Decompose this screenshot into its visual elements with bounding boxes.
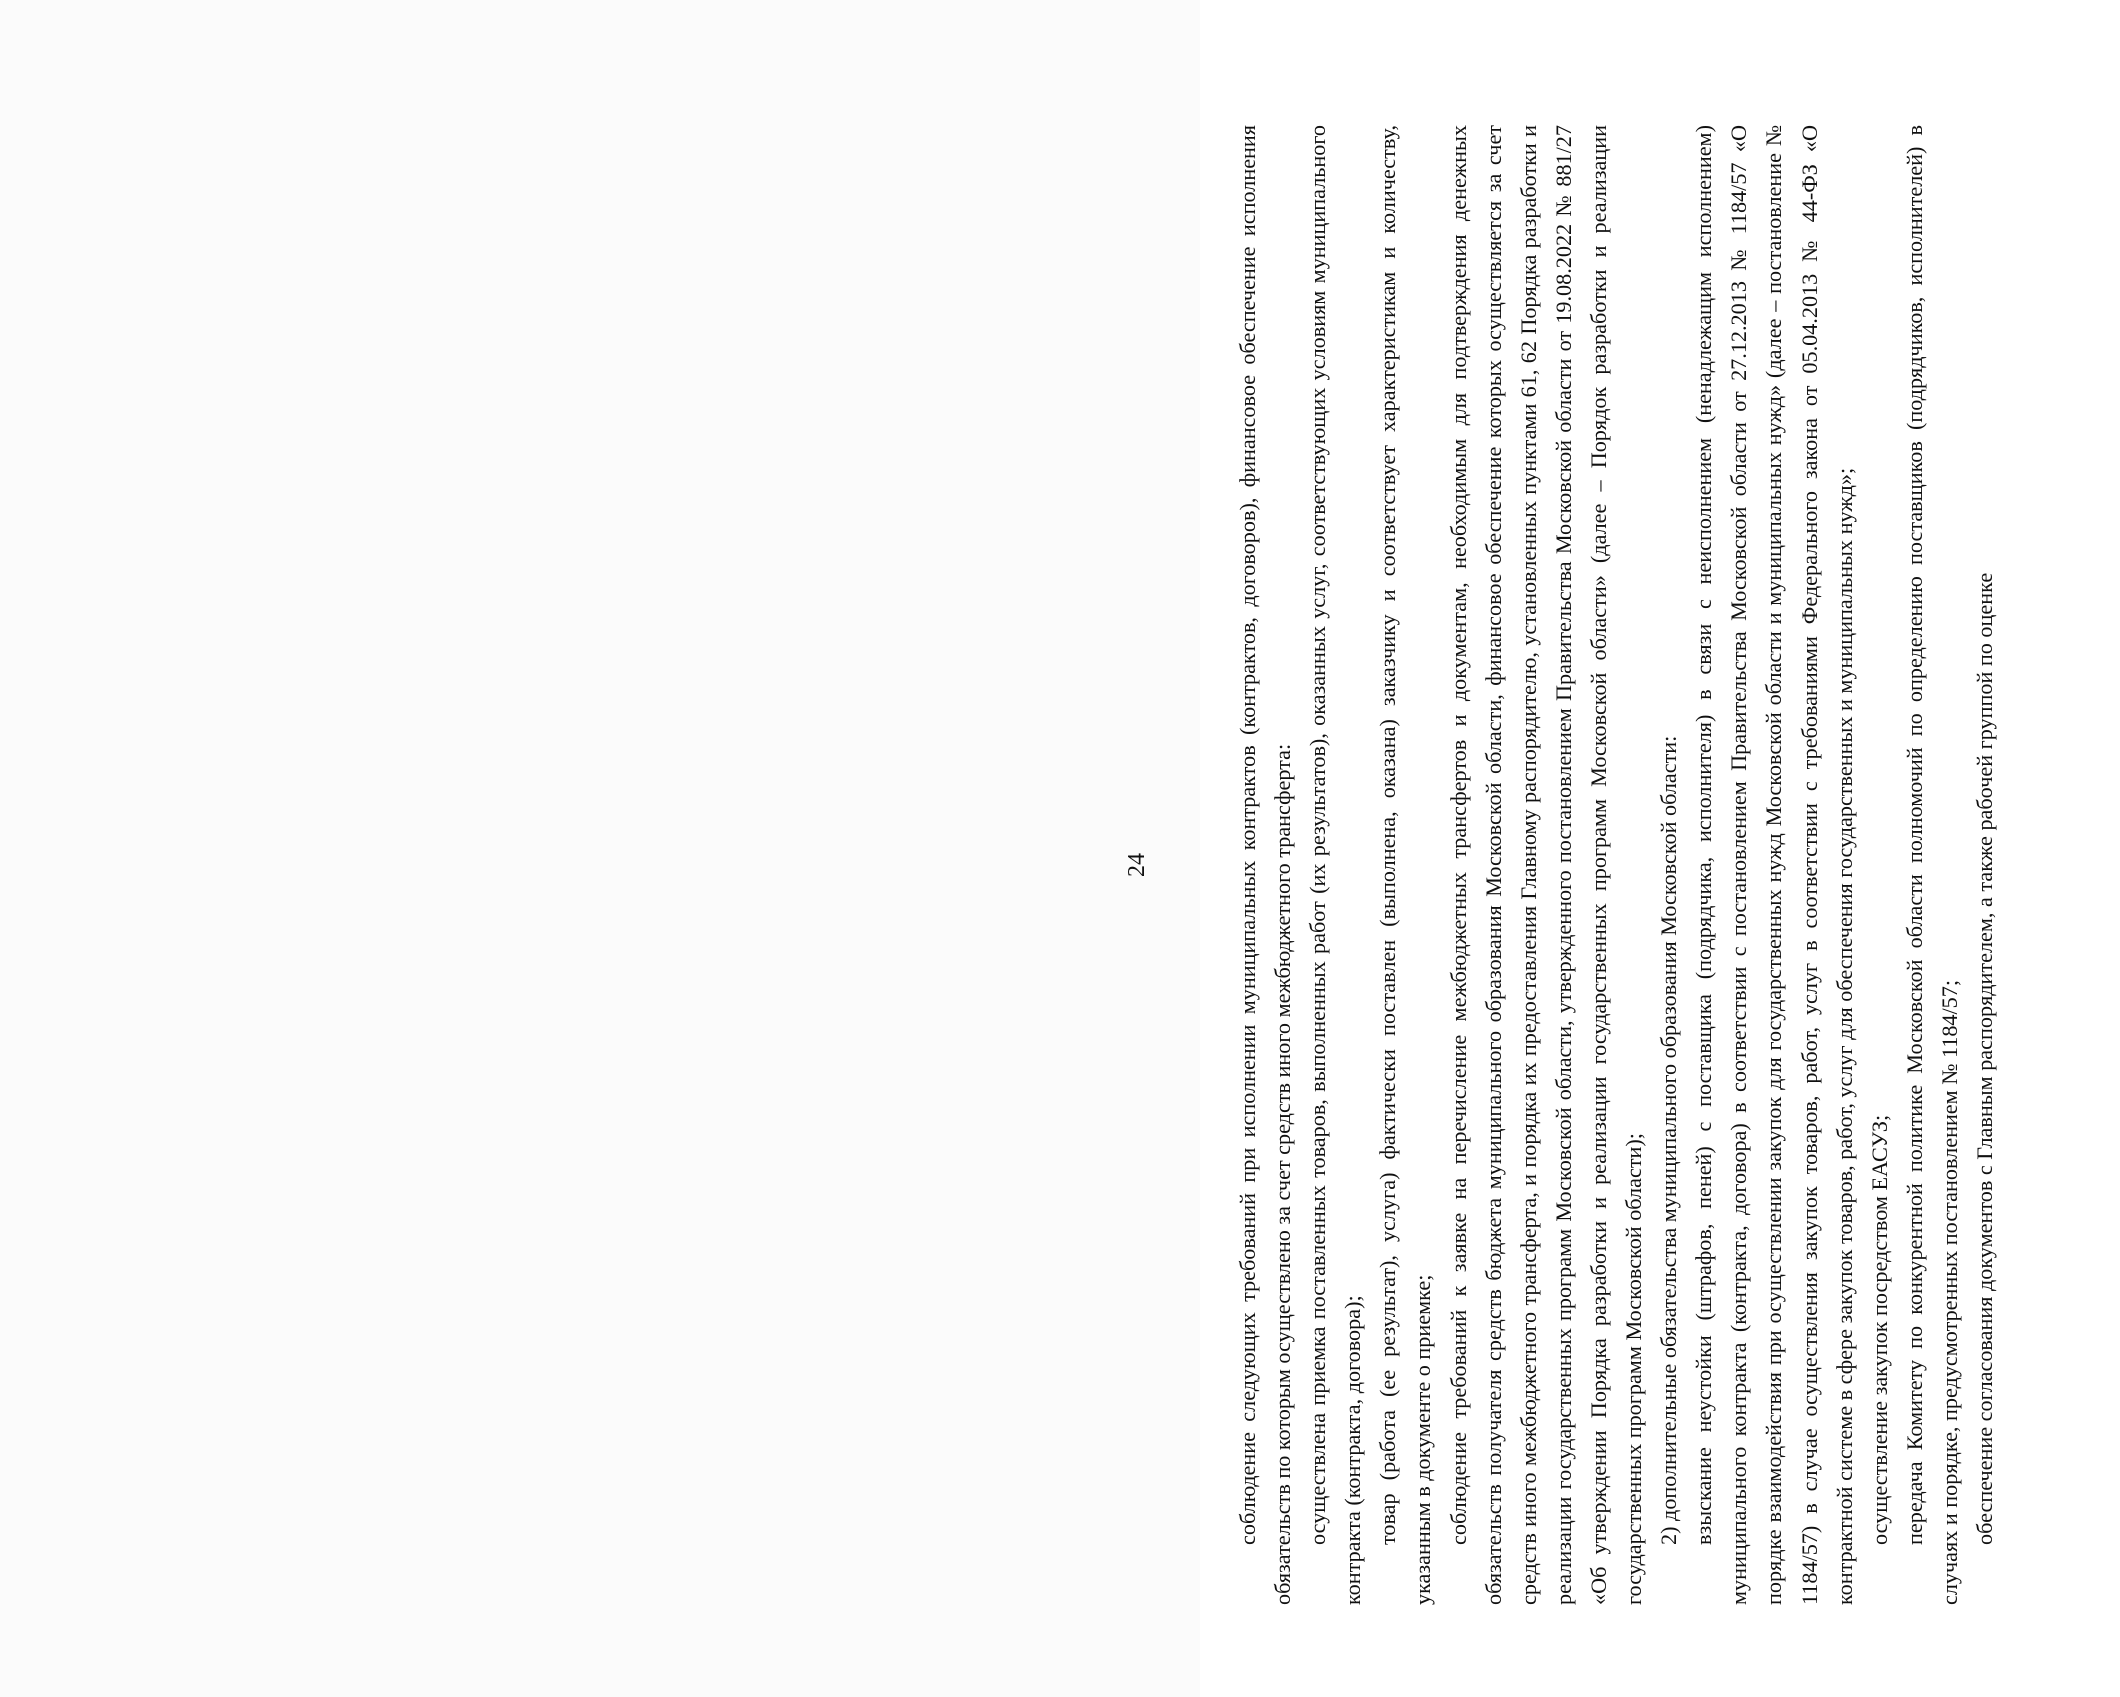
document-body xyxy=(1230,125,2002,1605)
rotated-content xyxy=(1120,125,2120,1605)
paragraph: соблюдение следующих требований при исполнении муниципальных контрактов (контрактов, договоров), финансовое обеспечение исполнения обязательств по которым осуществлено за счет средств иного межбюджетного трансферта: xyxy=(1235,125,1296,1605)
paragraph: осуществление закупок посредством ЕАСУЗ; xyxy=(1866,1114,1892,1545)
paragraph: осуществлена приемка поставленных товаров, выполненных работ (их результатов), оказанных услуг, соответствующих условиям муниципального контракта (контракта, договора); xyxy=(1305,125,1366,1605)
paragraph: 2) дополнительные обязательства муниципального образования Московской области: xyxy=(1656,735,1682,1545)
paragraph: соблюдение требований к заявке на перечисление межбюджетных трансфертов и документам, необходимым для подтверждения денежных обязательств получателя средств бюджета муниципального образования Московской области, финансовое обеспечение которых осуществляется за счет средств иного межбюджетного трансферта, и порядка их предоставления Главному распорядителю, установленных пунктами 61, 62 Порядка разработки и реализации государственных программ Московской области, утвержденного постановлением Правительства Московской области от 19.08.2022 № 881/27 «Об утверждении Порядка разработки и реализации государственных программ Московской области» (далее – Порядок разработки и реализации государственных программ Московской области); xyxy=(1445,125,1647,1605)
paragraph: взыскание неустойки (штрафов, пеней) с поставщика (подрядчика, исполнителя) в связи с неисполнением (ненадлежащим исполнением) муниципального контракта (контракта, договора) в соответствии с постановлением Правительства Московской области от 27.12.2013 № 1184/57 «О порядке взаимодействия при осуществлении закупок для государственных нужд Московской области и муниципальных нужд» (далее – постановление № 1184/57) в случае осуществления закупок товаров, работ, услуг в соответствии с требованиями Федерального закона от 05.04.2013 № 44-ФЗ «О контрактной системе в сфере закупок товаров, работ, услуг для обеспечения государственных и муниципальных нужд»; xyxy=(1691,125,1857,1605)
paragraph: товар (работа (ее результат), услуга) фактически поставлен (выполнена, оказана) заказчику и соответствует характеристикам и количеству, указанным в документе о приемке; xyxy=(1375,125,1436,1605)
page-number: 24 xyxy=(1124,853,1150,877)
paragraph: обеспечение согласования документов с Главным распорядителем, а также рабочей группой по оценке xyxy=(1971,572,1997,1545)
paragraph: передача Комитету по конкурентной политике Московской области полномочий по определению поставщиков (подрядчиков, исполнителей) в случаях и порядке, предусмотренных постановлением № 1184/57; xyxy=(1901,125,1962,1605)
